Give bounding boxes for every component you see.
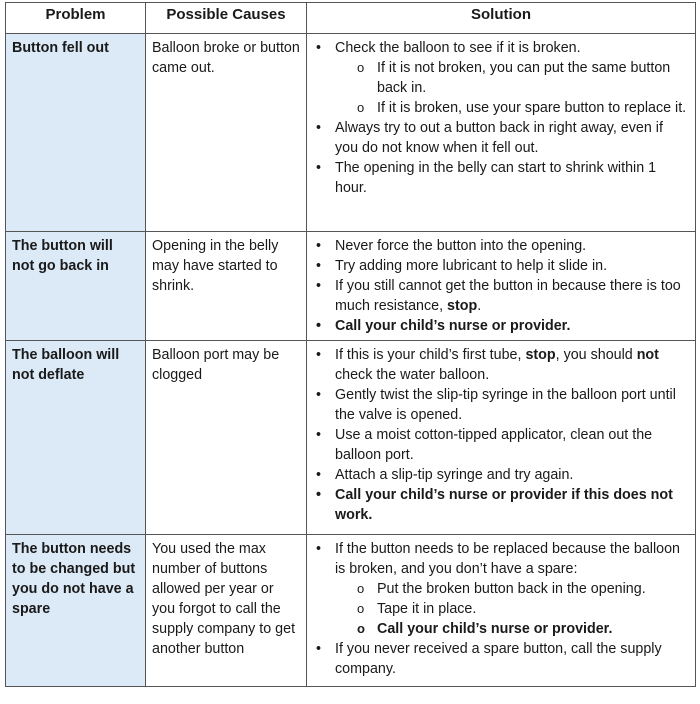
cause-cell: You used the max number of buttons allowed per year or you forgot to call the supply company to get another button xyxy=(146,535,307,687)
solution-item: • Try adding more lubricant to help it slide in. xyxy=(313,256,689,276)
problem-cell: Button fell out xyxy=(6,34,146,232)
solution-item: • Call your child’s nurse or provider if this does not work. xyxy=(313,485,689,525)
header-possible-causes: Possible Causes xyxy=(146,3,307,34)
solution-item: • Never force the button into the opening. xyxy=(313,236,689,256)
table-row xyxy=(6,341,696,535)
solution-item: • If you never received a spare button, call the supply company. xyxy=(313,639,689,679)
solution-item: • The opening in the belly can start to shrink within 1 hour. xyxy=(313,158,689,198)
solution-text: Check the balloon to see if it is broken. xyxy=(335,40,581,56)
solution-item: • Gently twist the slip-tip syringe in the balloon port until the valve is opened. xyxy=(313,385,689,425)
solution-text: If the button needs to be replaced because the balloon is broken, and you don’t have a spare: xyxy=(335,541,680,577)
problem-cell: The balloon will not deflate xyxy=(6,341,146,535)
solution-list xyxy=(313,38,689,198)
problem-cell: The button will not go back in xyxy=(6,232,146,341)
solution-item xyxy=(313,345,689,385)
troubleshooting-table xyxy=(5,2,696,687)
solution-item xyxy=(313,539,689,639)
emphasis-text: not xyxy=(636,347,659,363)
solution-cell xyxy=(307,341,696,535)
solution-item: • Always try to out a button back in right away, even if you do not know when it fell out. xyxy=(313,118,689,158)
solution-text: , you should xyxy=(555,347,637,363)
solution-text: If this is your child’s first tube, xyxy=(335,347,526,363)
solution-text: . xyxy=(477,298,482,314)
emphasis-text: stop xyxy=(525,347,556,363)
cause-cell: Balloon port may be clogged xyxy=(146,341,307,535)
solution-list xyxy=(313,539,689,679)
sub-item: o Put the broken button back in the opening. xyxy=(335,579,689,599)
header-solution: Solution xyxy=(307,3,696,34)
solution-item: • Use a moist cotton-tipped applicator, clean out the balloon port. xyxy=(313,425,689,465)
table-row xyxy=(6,34,696,232)
cause-cell: Balloon broke or button came out. xyxy=(146,34,307,232)
sub-item: o Call your child’s nurse or provider. xyxy=(335,619,689,639)
problem-cell: The button needs to be changed but you do not have a spare xyxy=(6,535,146,687)
sub-list xyxy=(335,579,689,639)
table-row xyxy=(6,232,696,341)
solution-item: • Call your child’s nurse or provider. xyxy=(313,316,689,336)
solution-cell xyxy=(307,34,696,232)
solution-item xyxy=(313,276,689,316)
sub-item: o Tape it in place. xyxy=(335,599,689,619)
solution-text: If you still cannot get the button in because there is too much resistance, xyxy=(335,278,681,314)
emphasis-text: stop xyxy=(447,298,478,314)
table-row xyxy=(6,535,696,687)
solution-cell xyxy=(307,232,696,341)
sub-list xyxy=(335,58,689,118)
solution-text: check the water balloon. xyxy=(335,367,490,383)
solution-item: • Attach a slip-tip syringe and try again. xyxy=(313,465,689,485)
header-problem: Problem xyxy=(6,3,146,34)
cause-cell: Opening in the belly may have started to shrink. xyxy=(146,232,307,341)
sub-item: o If it is not broken, you can put the same button back in. xyxy=(335,58,689,98)
sub-item: o If it is broken, use your spare button to replace it. xyxy=(335,98,689,118)
solution-cell xyxy=(307,535,696,687)
solution-item xyxy=(313,38,689,118)
solution-list xyxy=(313,345,689,525)
solution-list xyxy=(313,236,689,336)
header-row xyxy=(6,3,696,34)
